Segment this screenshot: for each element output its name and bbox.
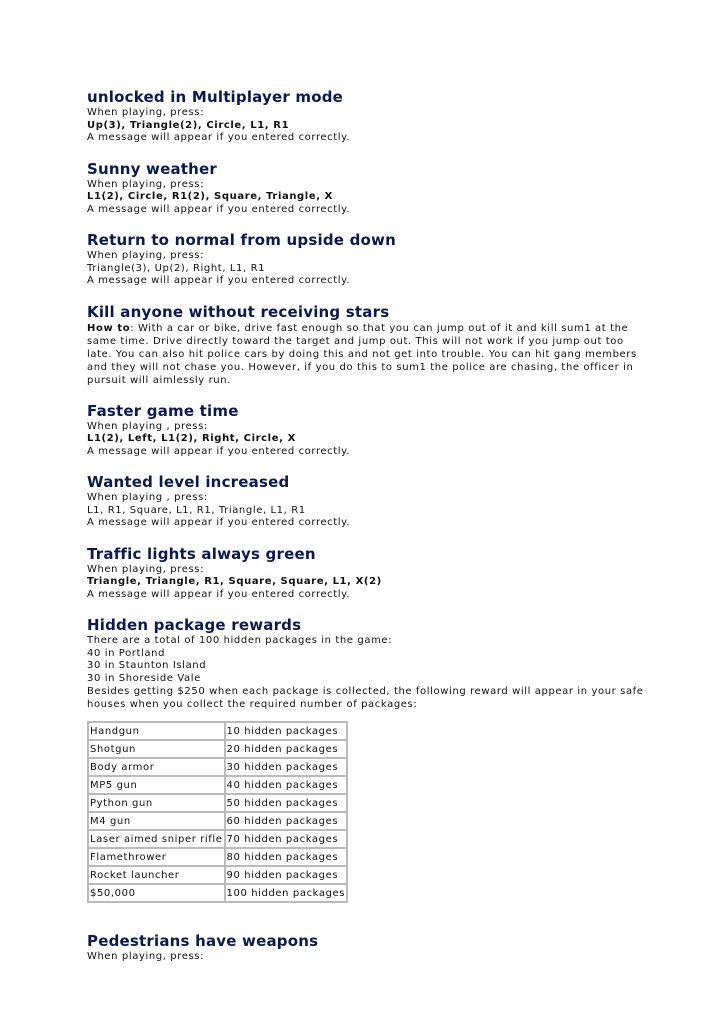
reward-cell: M4 gun [88, 812, 225, 830]
table-row [88, 848, 347, 866]
table-row [88, 830, 347, 848]
cheat-section-pedestrians-weapons [87, 931, 687, 964]
section-heading: Faster game time [87, 401, 239, 420]
reward-cell: MP5 gun [88, 776, 225, 794]
packages-cell: 60 hidden packages [225, 812, 348, 830]
section-line: 30 in Staunton Island [87, 660, 207, 671]
howto-text: : With a car or bike, drive fast enough so that you can jump out of it and kill sum1 at the same time. Drive directly toward the target and jump out. This will not work if you jump out too late. You can also hit police cars by doing this and not get into trouble. You can hit gang members and they will not chase you. However, if you do this to sum1 the police are chasing, the officer in pursuit will aimlessly run. [87, 322, 637, 386]
reward-cell: $50,000 [88, 884, 225, 902]
section-heading: Wanted level increased [87, 473, 290, 491]
howto-label: How to [87, 322, 131, 334]
section-line: When playing, press: [87, 951, 205, 962]
hidden-package-section [87, 615, 687, 903]
section-heading: Traffic lights always green [87, 544, 316, 563]
table-row [88, 758, 347, 776]
rewards-table [87, 721, 348, 903]
section-line: When playing, press: [87, 107, 205, 118]
section-line: A message will appear if you entered correctly. [87, 588, 351, 600]
section-line: When playing, press: [87, 178, 205, 190]
reward-cell: Rocket launcher [88, 866, 225, 884]
cheat-section-faster-game-time [87, 401, 687, 459]
section-line: 40 in Portland [87, 647, 166, 659]
section-line: A message will appear if you entered correctly. [87, 275, 351, 286]
table-row [88, 794, 347, 812]
section-line: A message will appear if you entered correctly. [87, 517, 351, 528]
section-heading: unlocked in Multiplayer mode [87, 88, 344, 106]
section-line: When playing , press: [87, 420, 208, 432]
packages-cell: 30 hidden packages [225, 758, 348, 776]
document-page [87, 87, 687, 964]
packages-cell: 40 hidden packages [225, 776, 348, 794]
packages-cell: 50 hidden packages [225, 794, 348, 812]
packages-cell: 90 hidden packages [225, 866, 348, 884]
cheat-section-kill-anyone [87, 302, 687, 387]
reward-cell: Handgun [88, 722, 225, 740]
cheat-section-wanted-level [87, 472, 687, 530]
packages-cell: 100 hidden packages [225, 884, 348, 902]
cheat-code: Triangle(3), Up(2), Right, L1, R1 [87, 262, 266, 274]
reward-cell: Shotgun [88, 740, 225, 758]
reward-cell: Body armor [88, 758, 225, 776]
table-row [88, 812, 347, 830]
section-heading: Kill anyone without receiving stars [87, 302, 390, 321]
packages-cell: 70 hidden packages [225, 830, 348, 848]
cheat-section-sunny-weather [87, 159, 687, 217]
section-line: There are a total of 100 hidden packages in the game: [87, 635, 393, 646]
howto-paragraph [87, 322, 647, 387]
packages-cell: 10 hidden packages [225, 722, 348, 740]
cheat-code: Up(3), Triangle(2), Circle, L1, R1 [87, 119, 290, 131]
section-line: When playing, press: [87, 250, 205, 261]
cheat-code: Triangle, Triangle, R1, Square, Square, L1, X(2) [87, 576, 382, 587]
cheat-code: L1(2), Circle, R1(2), Square, Triangle, X [87, 191, 333, 202]
packages-cell: 20 hidden packages [225, 740, 348, 758]
section-heading: Hidden package rewards [87, 616, 302, 634]
packages-cell: 80 hidden packages [225, 848, 348, 866]
table-row [88, 776, 347, 794]
section-line: 30 in Shoreside Vale [87, 672, 201, 684]
reward-cell: Python gun [88, 794, 225, 812]
section-heading: Sunny weather [87, 159, 218, 178]
cheat-code: L1(2), Left, L1(2), Right, Circle, X [87, 433, 296, 444]
section-heading: Pedestrians have weapons [87, 932, 319, 950]
section-line: When playing, press: [87, 563, 205, 575]
table-row [88, 722, 347, 740]
reward-cell: Laser aimed sniper rifle [88, 830, 225, 848]
section-line: When playing , press: [87, 492, 208, 503]
section-paragraph: Besides getting $250 when each package is collected, the following reward will appear in your safe houses when you collect the required number of packages: [87, 686, 644, 710]
cheat-section-upside-down [87, 230, 687, 288]
reward-cell: Flamethrower [88, 848, 225, 866]
table-row [88, 866, 347, 884]
cheat-section-traffic-lights [87, 544, 687, 602]
section-line: A message will appear if you entered correctly. [87, 132, 351, 143]
section-line: A message will appear if you entered correctly. [87, 445, 351, 457]
table-row [88, 884, 347, 902]
cheat-code: L1, R1, Square, L1, R1, Triangle, L1, R1 [87, 504, 306, 516]
section-line: A message will appear if you entered correctly. [87, 203, 351, 215]
table-row [88, 740, 347, 758]
cheat-section-multiplayer [87, 87, 687, 145]
section-heading: Return to normal from upside down [87, 231, 396, 249]
